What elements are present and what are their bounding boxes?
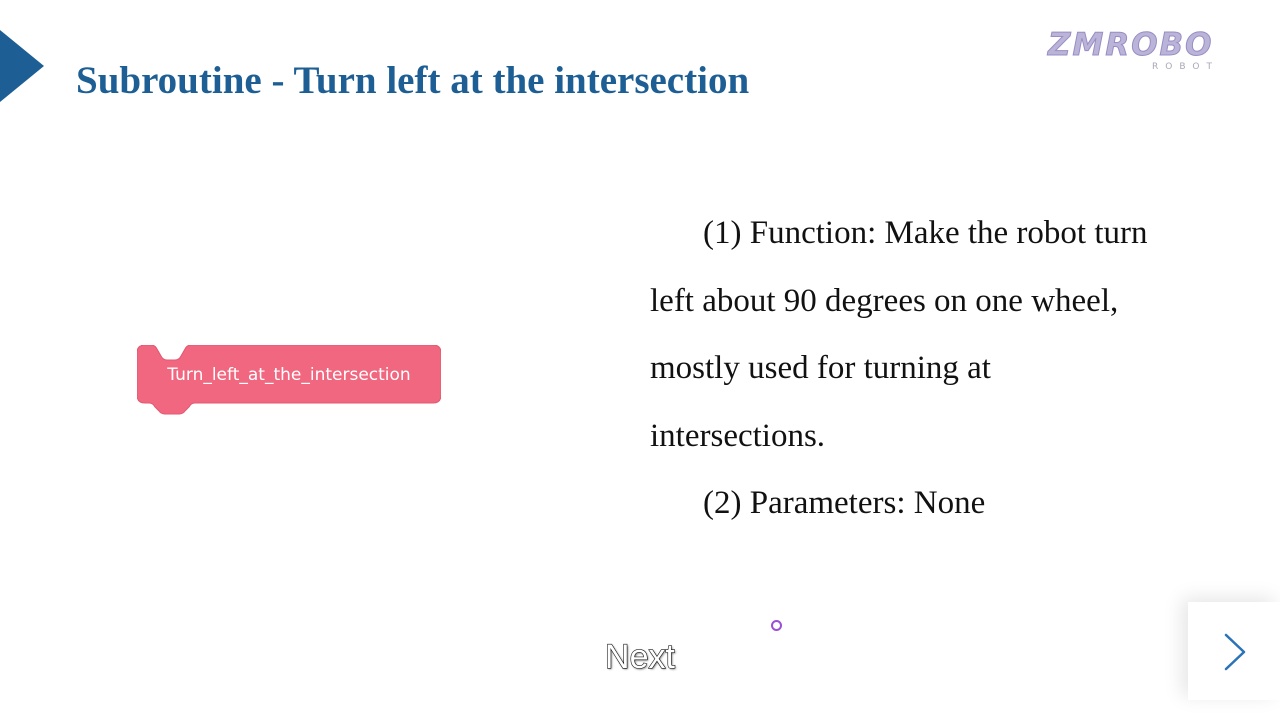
- video-subtitle: Next: [605, 638, 675, 676]
- corner-triangle-icon: [0, 30, 44, 102]
- brand-logo-text: ZMROBO: [1048, 27, 1214, 63]
- next-slide-button[interactable]: [1188, 602, 1280, 700]
- pointer-cursor-icon: [771, 620, 782, 631]
- code-block-label: Turn_left_at_the_intersection: [167, 365, 411, 385]
- parameters-description: (2) Parameters: None: [703, 485, 986, 521]
- function-description: (1) Function: Make the robot turn left about 90 degrees on one wheel, mostly used for turning at intersections.: [650, 215, 1148, 454]
- chevron-right-icon: [1222, 632, 1248, 672]
- brand-logo-subtext: ROBOT: [1152, 62, 1219, 72]
- description-text: [650, 200, 1170, 538]
- slide-title: Subroutine - Turn left at the intersection: [76, 59, 750, 102]
- brand-logo: [1048, 28, 1248, 78]
- subroutine-code-block: [137, 345, 441, 415]
